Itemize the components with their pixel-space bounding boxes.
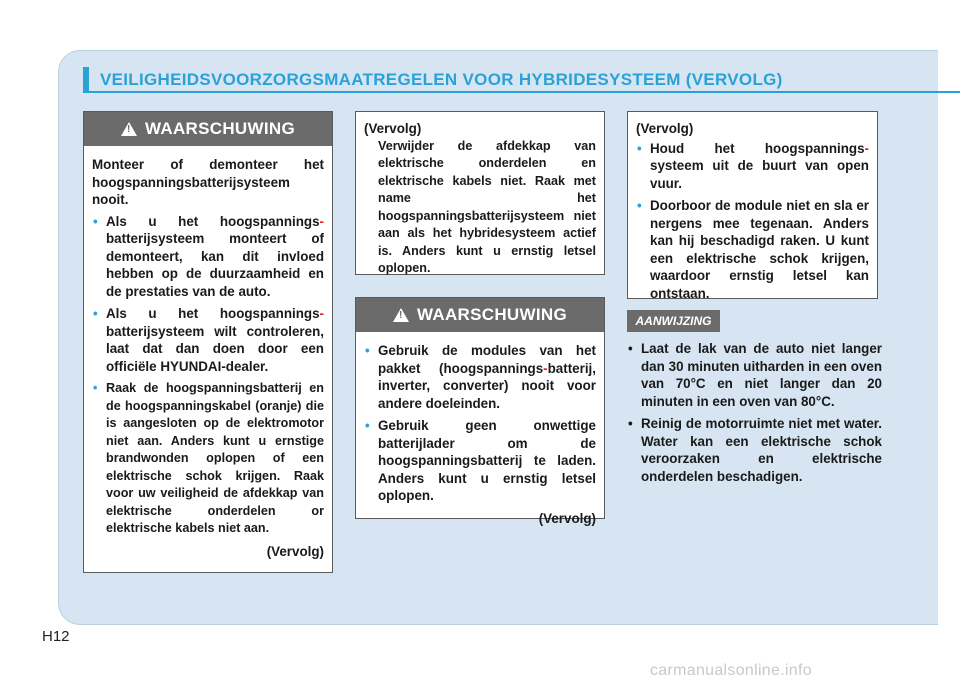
continued-content xyxy=(628,112,877,315)
warning-content xyxy=(84,146,332,568)
continued-label: (Vervolg) xyxy=(266,543,324,559)
continued-label: (Vervolg) xyxy=(636,121,694,136)
warning-header xyxy=(84,112,332,146)
bullet-icon: • xyxy=(637,140,642,156)
warning-intro: Monteer of demonteer het hoogspanningsbatterijsysteem nooit. xyxy=(92,157,324,207)
bullet-icon: • xyxy=(365,343,370,358)
list-item: • Gebruik geen onwettige batterijlader om de hoogspanningsbatterij te laden. Anders kunt u ernstig letsel oplopen. xyxy=(365,418,596,503)
continued-content xyxy=(356,112,604,286)
watermark: carmanualsonline.info xyxy=(650,662,812,679)
page-number: H12 xyxy=(42,628,70,645)
list-item: • Als u het hoogspannings- batterijsysteem wilt controleren, laat dat dan doen door een officiële HYUNDAI-dealer. xyxy=(93,306,324,374)
bullet-icon: • xyxy=(365,418,370,433)
panel-right-edge xyxy=(938,50,960,625)
list-item: • Reinig de motorruimte niet met water. Water kan een elektrische schok veroorzaken en elektrische onderdelen beschadigen. xyxy=(628,416,882,484)
bullet-icon: • xyxy=(628,416,633,431)
bullet-icon: • xyxy=(628,341,633,356)
warning-header xyxy=(356,298,604,332)
bullet-icon: • xyxy=(93,381,98,395)
notice-list xyxy=(627,340,882,485)
warning-list xyxy=(364,342,596,505)
list-item: • Doorboor de module niet en sla er nergens mee tegenaan. Anders kan hij beschadigd raken. U kunt een elektrische schok krijgen, waardoor ernstig letsel kan ontstaan. xyxy=(637,198,869,301)
warning-box-1 xyxy=(83,111,333,573)
notice-tag: AANWIJZING xyxy=(627,310,720,332)
warning-list xyxy=(92,213,324,538)
warning-triangle-icon xyxy=(393,308,409,322)
warning-header-label: WAARSCHUWING xyxy=(145,119,295,138)
bullet-icon: • xyxy=(637,198,642,213)
continued-label: (Vervolg) xyxy=(538,510,596,526)
list-item: • Laat de lak van de auto niet langer dan 30 minuten uitharden in een oven van 70°C en niet langer dan 20 minuten in een oven van 80°C. xyxy=(628,341,882,409)
bullet-icon: • xyxy=(93,306,98,321)
notice-body xyxy=(627,340,882,490)
title-accent-bar xyxy=(83,67,89,92)
warning-box-2 xyxy=(355,297,605,526)
list-item: • Gebruik de modules van het pakket (hoogspannings-batterij, inverter, converter) nooit voor andere doeleinden. xyxy=(365,343,596,411)
continued-list xyxy=(636,140,869,303)
warning-triangle-icon xyxy=(121,122,137,136)
list-item: • Houd het hoogspannings-systeem uit de buurt van open vuur. xyxy=(637,140,869,191)
continued-box-2 xyxy=(355,111,605,275)
continued-text: Verwijder de afdekkap van elektrische onderdelen en elektrische kabels niet. Raak met name het hoogspanningsbatterijsysteem niet aan als het hybridesysteem actief is. Anders kunt u ernstig letsel oplopen. xyxy=(378,138,596,275)
bullet-icon: • xyxy=(93,213,98,229)
section-title: VEILIGHEIDSVOORZORGSMAATREGELEN VOOR HYBRIDESYSTEEM (VERVOLG) xyxy=(100,70,783,89)
continued-label: (Vervolg) xyxy=(364,121,422,136)
warning-content xyxy=(356,332,604,535)
warning-header-label: WAARSCHUWING xyxy=(417,305,567,324)
list-item: • Raak de hoogspanningsbatterij en de hoogspanningskabel (oranje) die is aangesloten op de elektromotor niet aan. Anders kunt u ernstige brandwonden oplopen of een elektrische schok krijgen. Raak voor uw veiligheid de afdekkap van elektrische onderdelen or elektrische kabels niet aan. xyxy=(93,381,324,535)
title-rule xyxy=(83,91,960,93)
list-item: • Als u het hoogspannings- batterijsysteem monteert of demonteert, kan dit invloed hebben op de duurzaamheid en de prestaties van de auto. xyxy=(93,213,324,299)
continued-box-3 xyxy=(627,111,878,299)
